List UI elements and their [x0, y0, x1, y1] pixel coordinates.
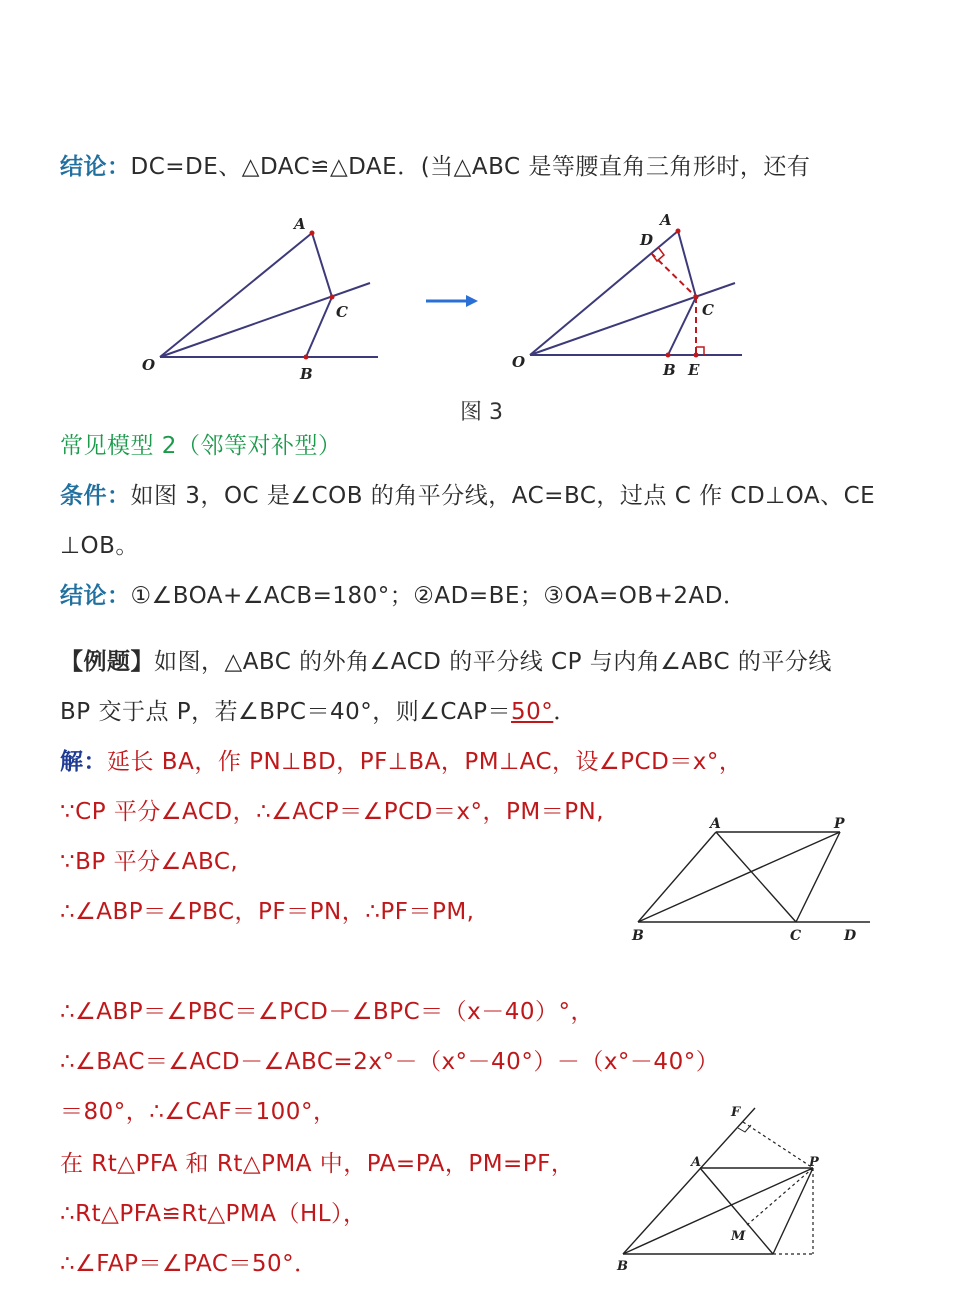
condition-label: 条件： [60, 483, 131, 509]
solution-line-2: ∵CP 平分∠ACD，∴∠ACP＝∠PCD＝x°，PM＝PN, [60, 799, 605, 825]
solution-line-10: ∴∠FAP＝∠PAC＝50°． [60, 1251, 318, 1277]
figure-3-left [160, 233, 378, 357]
solution-line-7: ＝80°，∴∠CAF＝100°， [60, 1099, 337, 1125]
label-right-D: D [640, 231, 654, 249]
conclusion-label: 结论： [60, 154, 131, 180]
figure-3-left-points [304, 231, 335, 360]
ex2-label-F: F [731, 1105, 741, 1120]
conclusion-2 [60, 577, 746, 610]
ex1-label-B: B [632, 928, 644, 944]
example-line-2 [60, 693, 577, 726]
label-left-A: A [294, 215, 306, 233]
conclusion-1 [60, 148, 810, 181]
example-text-1: 如图，△ABC 的外角∠ACD 的平分线 CP 与内角∠ABC 的平分线 [154, 649, 832, 675]
conclusion-2-label: 结论： [60, 583, 131, 609]
label-right-B: B [663, 361, 676, 379]
figure-3-right [530, 231, 742, 355]
label-left-B: B [300, 365, 313, 383]
label-left-O: O [142, 356, 156, 374]
ex2-label-A: A [691, 1155, 702, 1170]
label-left-C: C [336, 303, 348, 321]
condition-text-1: 如图 3，OC 是∠COB 的角平分线，AC=BC，过点 C 作 CD⊥OA、CE [130, 483, 876, 509]
conclusion-2-text: ①∠BOA+∠ACB=180°；②AD=BE；③OA=OB+2AD． [130, 583, 747, 609]
figure-caption: 图 3 [460, 400, 503, 425]
solution-line-5: ∴∠ABP＝∠PBC＝∠PCD－∠BPC＝（x－40）°， [60, 999, 595, 1025]
solution-line-6: ∴∠BAC＝∠ACD－∠ABC=2x°－（x°－40°）－（x°－40°） [60, 1049, 720, 1075]
example-text-2: BP 交于点 P，若∠BPC＝40°，则∠CAP＝ [60, 699, 512, 725]
example-figure-2 [605, 1098, 845, 1278]
figure-3 [130, 205, 770, 390]
label-right-A: A [660, 211, 672, 229]
example-label: 【例题】 [60, 649, 154, 675]
solution-line-8: 在 Rt△PFA 和 Rt△PMA 中，PA=PA，PM=PF， [60, 1151, 575, 1177]
solution-text-1: 延长 BA，作 PN⊥BD，PF⊥BA，PM⊥AC，设∠PCD＝x°， [107, 749, 743, 775]
example-line-1 [60, 643, 832, 676]
arrow-icon [426, 295, 478, 307]
ex1-label-D: D [844, 928, 857, 944]
model2-title: 常见模型 2（邻等对补型） [60, 433, 342, 459]
ex2-label-P: P [809, 1155, 819, 1170]
solution-line-1 [60, 743, 742, 776]
conclusion-text: DC=DE、△DAC≌△DAE．(当△ABC 是等腰直角三角形时，还有 [130, 154, 811, 180]
ex2-label-B: B [617, 1259, 628, 1274]
label-right-E: E [688, 361, 700, 379]
label-right-O: O [512, 353, 526, 371]
solution-line-9: ∴Rt△PFA≌Rt△PMA（HL）， [60, 1201, 367, 1227]
solution-line-3: ∵BP 平分∠ABC, [60, 849, 239, 875]
ex2-label-M: M [731, 1229, 746, 1244]
condition-line-2: ⊥OB。 [60, 533, 139, 559]
solution-line-4: ∴∠ABP＝∠PBC，PF＝PN，∴PF＝PM, [60, 899, 475, 925]
solution-label: 解： [60, 749, 107, 775]
example-text-2-post: ． [553, 699, 577, 725]
ex1-label-C: C [790, 928, 802, 944]
example-answer: 50° [511, 699, 554, 725]
example-figure-1 [620, 812, 890, 952]
condition-line-1 [60, 477, 875, 510]
ex1-label-A: A [710, 816, 721, 832]
label-right-C: C [702, 301, 714, 319]
ex1-label-P: P [834, 816, 845, 832]
